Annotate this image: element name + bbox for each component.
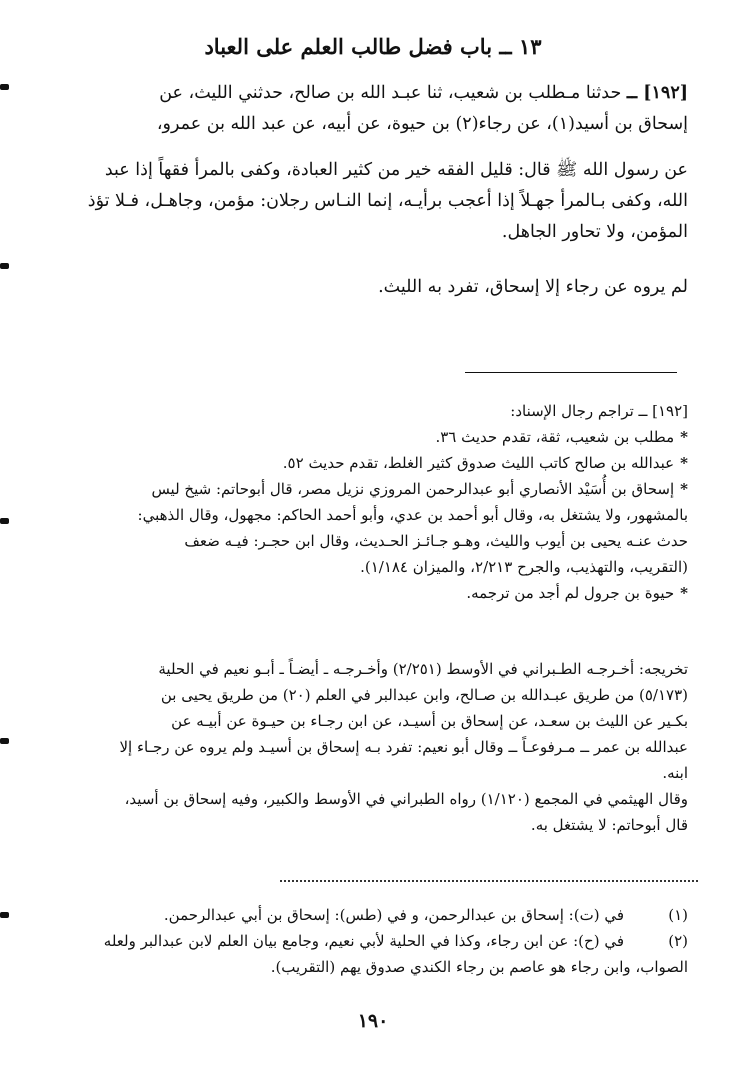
footnote-text: في (ت): إسحاق بن عبدالرحمن، و في (طس): إسحاق بن أبي عبدالرحمن. bbox=[163, 906, 624, 924]
takhrij-line: عبدالله بن عمر ــ مـرفوعـاً ــ وقال أبو نعيم: تفرد بـه إسحاق بن أسيـد ولم يروه عن رجـاء إلا bbox=[119, 738, 688, 756]
footnotes bbox=[48, 902, 688, 980]
footnote-number: (٢) bbox=[668, 932, 688, 950]
takhrij-line: تخريجه: أخـرجـه الطـبراني في الأوسط (٢/٢٥١) وأخـرجـه ـ أيضـاً ـ أبـو نعيم في الحلية bbox=[158, 660, 688, 678]
remark-line: لم يروه عن رجاء إلا إسحاق، تفرد به الليث. bbox=[378, 277, 688, 297]
takhrij-line: قال أبوحاتم: لا يشتغل به. bbox=[530, 816, 688, 834]
footnote-divider bbox=[280, 880, 698, 882]
takhrij-line: (٥/١٧٣) من طريق عبـدالله بن صـالح، وابن عبدالبر في العلم (٢٠) من طريق يحيى بن bbox=[160, 686, 688, 704]
takhrij-line: ابنه. bbox=[662, 764, 688, 782]
page-number: ١٩٠ bbox=[357, 1010, 389, 1032]
star-bullet: * bbox=[680, 584, 688, 602]
star-bullet: * bbox=[680, 480, 688, 498]
narrator-entry: *حيوة بن جرول لم أجد من ترجمه. bbox=[466, 584, 688, 602]
chapter-title: ١٣ ــ باب فضل طالب العلم على العباد bbox=[204, 34, 542, 59]
footnote-text: الصواب، وابن رجاء هو عاصم بن رجاء الكندي صدوق يهم (التقريب). bbox=[270, 958, 688, 976]
matn-line: المؤمن، ولا تحاور الجاهل. bbox=[501, 222, 688, 242]
footnote-item bbox=[48, 902, 688, 928]
margin-mark bbox=[0, 912, 9, 918]
narrators-biographies bbox=[48, 398, 688, 606]
takhrij-line: بكـير عن الليث بن سعـد، عن إسحاق بن أسيـد، عن ابن رجـاء بن حيـوة عن أبيـه عن bbox=[171, 712, 688, 730]
star-bullet: * bbox=[680, 454, 688, 472]
takhrij-line: وقال الهيثمي في المجمع (١/١٢٠) رواه الطبراني في الأوسط والكبير، وفيه إسحاق بن أسيد، bbox=[124, 790, 688, 808]
narrator-entry-continued: بالمشهور، ولا يشتغل به، وقال أبو أحمد بن عدي، وأبو أحمد الحاكم: مجهول، وقال الذهبي: bbox=[137, 506, 688, 524]
matn-line: الله، وكفى بـالمرأ جهـلاً إذا أعجب برأيـه، إنما النـاس رجلان: مؤمن، وجاهـل، فـلا تؤذ bbox=[87, 191, 688, 211]
hadith-matn bbox=[60, 155, 688, 248]
margin-mark bbox=[0, 84, 9, 90]
isnad-text: حدثنا مـطلب بن شعيب، ثنا عبـد الله بن صالح، حدثني الليث، عن bbox=[159, 83, 627, 103]
footnote-item-continued bbox=[48, 954, 688, 980]
margin-mark bbox=[0, 738, 9, 744]
hadith-number: [١٩٢] ــ bbox=[626, 83, 688, 103]
isnad-line: إسحاق بن أسيد(١)، عن رجاء(٢) بن حيوة، عن أبيه، عن عبد الله بن عمرو، bbox=[156, 114, 688, 134]
hadith-remark bbox=[60, 272, 688, 303]
matn-line: عن رسول الله ﷺ قال: قليل الفقه خير من كثير العبادة، وكفى بالمرأ فقهاً إذا عبد bbox=[104, 160, 688, 180]
narrator-entry: *عبدالله بن صالح كاتب الليث صدوق كثير الغلط، تقدم حديث ٥٢. bbox=[282, 454, 688, 472]
narrator-entry-continued: (التقريب، والتهذيب، والجرح ٢/٢١٣، والميزان ١/١٨٤). bbox=[360, 558, 688, 576]
section-divider bbox=[465, 372, 677, 373]
star-bullet: * bbox=[680, 428, 688, 446]
footnote-number: (١) bbox=[668, 906, 688, 924]
margin-mark bbox=[0, 518, 9, 524]
narrator-entry: *إسحاق بن أُسَيْد الأنصاري أبو عبدالرحمن المروزي نزيل مصر، قال أبوحاتم: شيخ ليس bbox=[151, 480, 688, 498]
footnote-item bbox=[48, 928, 688, 954]
narrator-entry: *مطلب بن شعيب، ثقة، تقدم حديث ٣٦. bbox=[435, 428, 688, 446]
hadith-takhrij bbox=[48, 656, 688, 838]
isnad-line bbox=[60, 78, 688, 109]
hadith-isnad bbox=[60, 78, 688, 140]
narrator-entry-continued: حدث عنـه يحيى بن أيوب والليث، وهـو جـائـز الحـديث، وقال ابن حجـر: فيـه ضعف bbox=[184, 532, 688, 550]
footnote-text: في (ح): عن ابن رجاء، وكذا في الحلية لأبي نعيم، وجامع بيان العلم لابن عبدالبر ولعله bbox=[103, 932, 624, 950]
margin-mark bbox=[0, 263, 9, 269]
biographies-heading: [١٩٢] ــ تراجم رجال الإسناد: bbox=[510, 402, 688, 420]
